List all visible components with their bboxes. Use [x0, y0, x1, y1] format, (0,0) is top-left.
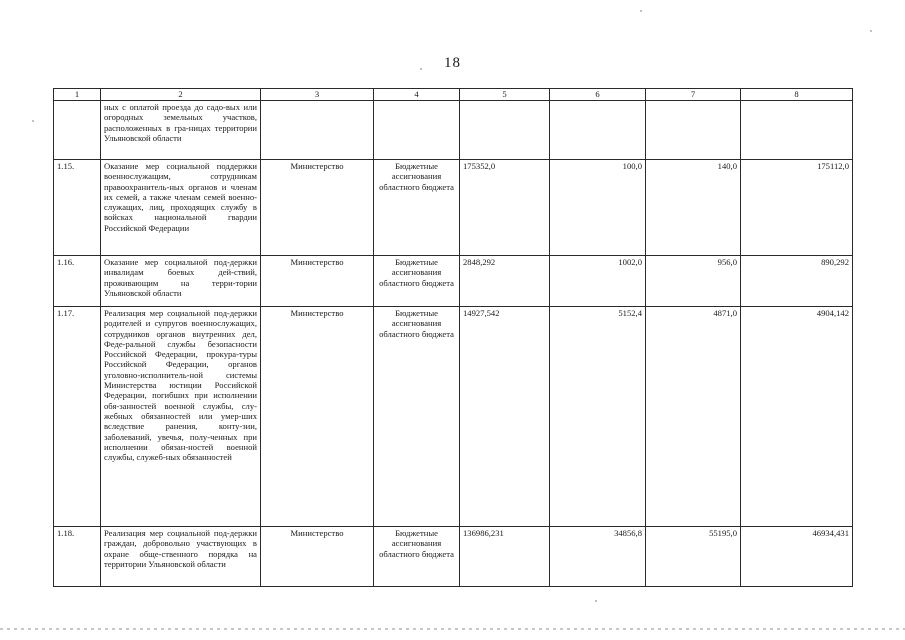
- row-year-2: 55195,0: [646, 527, 741, 587]
- row-executor: Министерство: [261, 527, 374, 587]
- row-year-2: [646, 101, 741, 160]
- scan-artifact-line: [0, 628, 905, 630]
- row-number: [54, 101, 101, 160]
- row-description: Оказание мер социальной поддержки военнослужащим, сотрудникам правоохранитель-ных органов и членам их семей, а также членам семей военно-служащих, лиц, проходящих службу в войсках национальной гвардии Российской Федерации: [101, 160, 261, 256]
- row-year-1: [550, 101, 646, 160]
- column-header-7: 7: [646, 89, 741, 101]
- row-year-3: [741, 101, 853, 160]
- table-row: [54, 527, 853, 587]
- row-year-3: 4904,142: [741, 307, 853, 527]
- row-executor: Министерство: [261, 160, 374, 256]
- page-number: 18: [444, 55, 461, 71]
- row-executor: Министерство: [261, 307, 374, 527]
- row-year-3: 46934,431: [741, 527, 853, 587]
- row-total: 2848,292: [460, 256, 550, 307]
- row-year-1: 34856,8: [550, 527, 646, 587]
- row-description: Реализация мер социальной под-держки родителей и супругов военнослужащих, сотрудников органов внутренних дел, Феде-ральной службы безопасности Российской Федерации, прокура-туры Российской Федерации, органов уголовно-исполнитель-ной системы Министерства юстиции Российской Федерации, погибших при исполнении обя-занностей военной службы, слу-жебных обязанностей или умер-ших вследствие ранения, конту-зии, заболеваний, увечья, полу-ченных при исполнении обязан-ностей военной службы, служеб-ных обязанностей: [101, 307, 261, 527]
- row-year-1: 100,0: [550, 160, 646, 256]
- row-description: Оказание мер социальной под-держки инвалидам боевых дей-ствий, проживающим на терри-тории Ульяновской области: [101, 256, 261, 307]
- table-row: [54, 101, 853, 160]
- table-row: [54, 256, 853, 307]
- column-header-4: 4: [374, 89, 460, 101]
- table-row: [54, 160, 853, 256]
- row-funding-source: Бюджетные ассигнования областного бюджета: [374, 160, 460, 256]
- row-number: 1.18.: [54, 527, 101, 587]
- row-number: 1.15.: [54, 160, 101, 256]
- row-total: [460, 101, 550, 160]
- row-year-2: 140,0: [646, 160, 741, 256]
- row-year-2: 956,0: [646, 256, 741, 307]
- row-year-2: 4871,0: [646, 307, 741, 527]
- row-funding-source: Бюджетные ассигнования областного бюджета: [374, 527, 460, 587]
- table-row: [54, 307, 853, 527]
- column-number-row: [54, 89, 853, 101]
- row-executor: [261, 101, 374, 160]
- row-executor: Министерство: [261, 256, 374, 307]
- budget-table: [53, 88, 853, 587]
- row-number: 1.17.: [54, 307, 101, 527]
- row-funding-source: [374, 101, 460, 160]
- row-description: ных с оплатой проезда до садо-вых или огородных земельных участков, расположенных в гра-ницах территории Ульяновской области: [101, 101, 261, 160]
- column-header-5: 5: [460, 89, 550, 101]
- row-year-1: 1002,0: [550, 256, 646, 307]
- scan-speck: [420, 68, 422, 70]
- row-funding-source: Бюджетные ассигнования областного бюджета: [374, 256, 460, 307]
- column-header-6: 6: [550, 89, 646, 101]
- row-year-3: 175112,0: [741, 160, 853, 256]
- row-year-3: 890,292: [741, 256, 853, 307]
- scan-speck: [595, 600, 597, 602]
- column-header-1: 1: [54, 89, 101, 101]
- column-header-2: 2: [101, 89, 261, 101]
- row-description: Реализация мер социальной под-держки граждан, добровольно участвующих в охране обще-ственного порядка на территории Ульяновской области: [101, 527, 261, 587]
- scan-speck: [32, 120, 34, 122]
- row-total: 175352,0: [460, 160, 550, 256]
- row-total: 136986,231: [460, 527, 550, 587]
- row-number: 1.16.: [54, 256, 101, 307]
- column-header-8: 8: [741, 89, 853, 101]
- column-header-3: 3: [261, 89, 374, 101]
- row-year-1: 5152,4: [550, 307, 646, 527]
- scan-speck: [640, 10, 642, 12]
- row-funding-source: Бюджетные ассигнования областного бюджета: [374, 307, 460, 527]
- scan-speck: [870, 30, 872, 32]
- row-total: 14927,542: [460, 307, 550, 527]
